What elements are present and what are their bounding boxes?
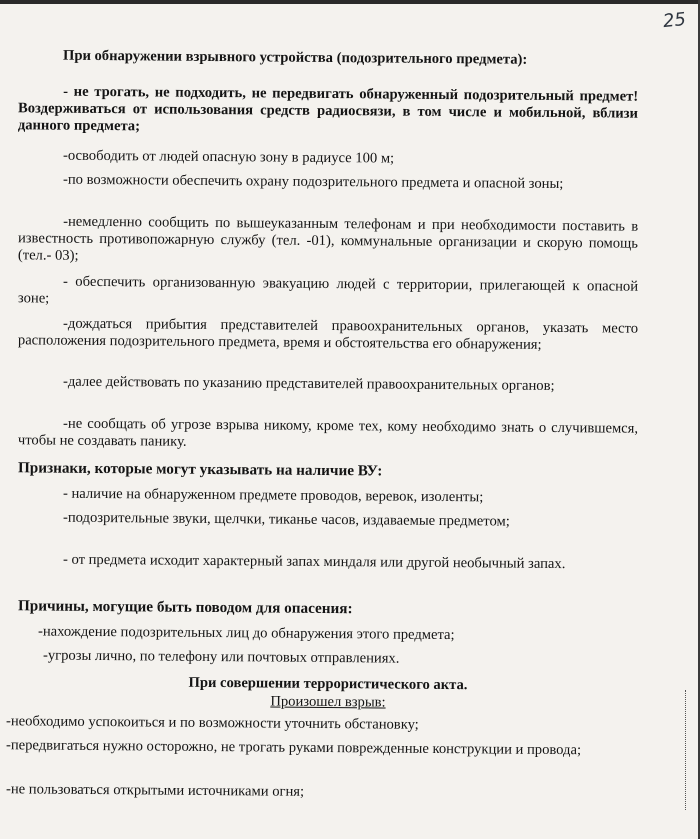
- section4-item-3: -не пользоваться открытыми источниками огня;: [5, 781, 305, 800]
- section4-subtitle: Произошел взрыв:: [270, 693, 386, 711]
- section2-item-3: - от предмета исходит характерный запах миндаля или другой необычный запах.: [62, 551, 566, 573]
- section1-item-7: -далее действовать по указанию представителей правоохранительных органов;: [62, 373, 555, 394]
- margin-scribble: [685, 690, 696, 810]
- section1-item-2: -освободить от людей опасную зону в радиусе 100 м;: [62, 147, 395, 167]
- section1-item-4: -немедленно сообщить по вышеуказанным телефонам и при необходимости поставить в известность противопожарную службу (тел. -01), коммунальные организации и скорую помощь (тел.- 03);: [17, 213, 639, 264]
- section2-item-1: - наличие на обнаруженном предмете проводов, веревок, изоленты;: [62, 485, 484, 506]
- section4-item-2: -передвигаться нужно осторожно, не трогать руками поврежденные конструкции и провода;: [5, 737, 582, 759]
- section3-item-2: -угрозы лично, по телефону или почтовых отправлениях.: [42, 647, 400, 667]
- section3-title: Причины, могущие быть поводом для опасения:: [17, 597, 353, 618]
- section2-title: Признаки, которые могут указывать на наличие ВУ:: [17, 459, 383, 480]
- section1-item-8: -не сообщать об угрозе взрыва никому, кроме тех, кому необходимо знать о случившемся, чтобы не создавать панику.: [17, 415, 639, 450]
- section3-item-1: -нахождение подозрительных лиц до обнаружения этого предмета;: [37, 623, 455, 644]
- section2-item-2: -подозрительные звуки, щелчки, тиканье часов, издаваемые предметом;: [62, 509, 510, 530]
- section1-item-6: -дождаться прибытия представителей правоохранительных органов, указать место расположения подозрительного предмета, время и обстоятельства его обнаружения;: [17, 315, 639, 353]
- section1-item-5: - обеспечить организованную эвакуацию людей с территории, прилегающей к опасной зоне;: [17, 273, 639, 307]
- section4-item-1: -необходимо успокоиться и по возможности уточнить обстановку;: [5, 713, 419, 733]
- handwritten-page-number: 25: [662, 8, 688, 33]
- section1-title: При обнаружении взрывного устройства (подозрительного предмета):: [62, 47, 528, 68]
- section1-item-3: -по возможности обеспечить охрану подозрительного предмета и опасной зоны;: [62, 171, 564, 193]
- section1-item-1: - не трогать, не подходить, не передвигать обнаруженный подозрительный предмет! Воздерживаться от использования средств радиосвязи, в том числе и мобильной, вблизи данного предмета;: [17, 83, 639, 135]
- section4-title: При совершении террористического акта.: [188, 674, 468, 694]
- scan-top-edge: [0, 0, 700, 4]
